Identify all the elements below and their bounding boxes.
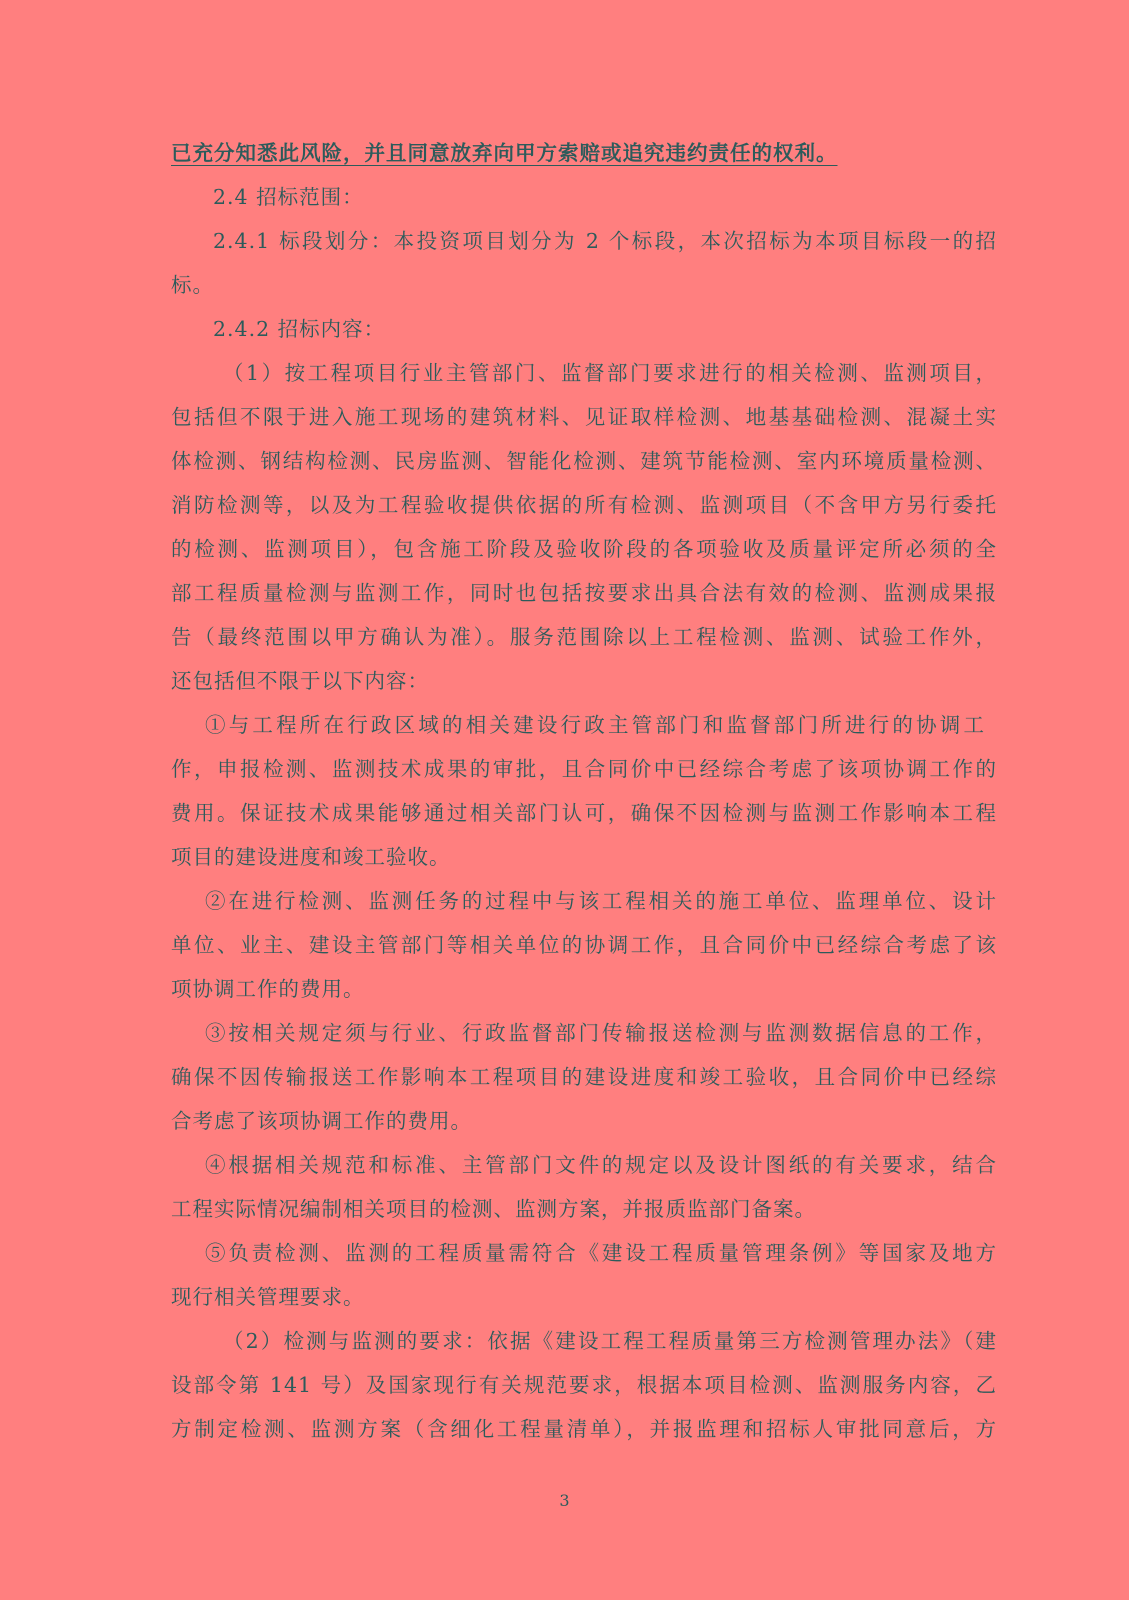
paragraph-line: ②在进行检测、监测任务的过程中与该工程相关的施工单位、监理单位、设计	[205, 889, 997, 913]
section-heading-2-4: 2.4 招标范围：	[213, 185, 364, 209]
paragraph-line: 设部令第 141 号）及国家现行有关规范要求，根据本项目检测、监测服务内容，乙	[171, 1373, 997, 1397]
paragraph-line: 部工程质量检测与监测工作，同时也包括按要求出具合法有效的检测、监测成果报	[171, 581, 997, 605]
paragraph-line: 单位、业主、建设主管部门等相关单位的协调工作，且合同价中已经综合考虑了该	[171, 933, 997, 957]
paragraph-line-waiver: 已充分知悉此风险，并且同意放弃向甲方索赔或追究违约责任的权利。	[171, 141, 838, 165]
paragraph-line: 的检测、监测项目），包含施工阶段及验收阶段的各项验收及质量评定所必须的全	[171, 537, 997, 561]
paragraph-line: （1）按工程项目行业主管部门、监督部门要求进行的相关检测、监测项目，	[223, 361, 997, 385]
paragraph-line: 合考虑了该项协调工作的费用。	[171, 1109, 472, 1133]
paragraph-line: 还包括但不限于以下内容：	[171, 669, 429, 693]
paragraph-line: 作，申报检测、监测技术成果的审批，且合同价中已经综合考虑了该项协调工作的	[171, 757, 997, 781]
paragraph-line: （2）检测与监测的要求：依据《建设工程工程质量第三方检测管理办法》（建	[223, 1329, 997, 1353]
paragraph-line: 工程实际情况编制相关项目的检测、监测方案，并报质监部门备案。	[171, 1197, 816, 1221]
paragraph-line: 费用。保证技术成果能够通过相关部门认可，确保不因检测与监测工作影响本工程	[171, 801, 997, 825]
paragraph-line: 2.4.1 标段划分：本投资项目划分为 2 个标段，本次招标为本项目标段一的招	[213, 229, 997, 253]
paragraph-line: ④根据相关规范和标准、主管部门文件的规定以及设计图纸的有关要求，结合	[205, 1153, 997, 1177]
section-heading-2-4-2: 2.4.2 招标内容：	[213, 317, 386, 341]
page-number: 3	[559, 1491, 570, 1510]
paragraph-line: 方制定检测、监测方案（含细化工程量清单），并报监理和招标人审批同意后，方	[171, 1417, 997, 1441]
paragraph-line: ①与工程所在行政区域的相关建设行政主管部门和监督部门所进行的协调工	[205, 713, 985, 737]
paragraph-line: ⑤负责检测、监测的工程质量需符合《建设工程质量管理条例》等国家及地方	[205, 1241, 997, 1265]
paragraph-line: 消防检测等，以及为工程验收提供依据的所有检测、监测项目（不含甲方另行委托	[171, 493, 997, 517]
paragraph-line: 现行相关管理要求。	[171, 1285, 365, 1309]
paragraph-line: 确保不因传输报送工作影响本工程项目的建设进度和竣工验收，且合同价中已经综	[171, 1065, 997, 1089]
paragraph-line: 项目的建设进度和竣工验收。	[171, 845, 451, 869]
paragraph-line: 体检测、钢结构检测、民房监测、智能化检测、建筑节能检测、室内环境质量检测、	[171, 449, 997, 473]
paragraph-line: 项协调工作的费用。	[171, 977, 365, 1001]
paragraph-line: 包括但不限于进入施工现场的建筑材料、见证取样检测、地基基础检测、混凝土实	[171, 405, 997, 429]
paragraph-line: 标。	[171, 273, 214, 297]
paragraph-line: ③按相关规定须与行业、行政监督部门传输报送检测与监测数据信息的工作，	[205, 1021, 997, 1045]
paragraph-line: 告（最终范围以甲方确认为准）。服务范围除以上工程检测、监测、试验工作外，	[171, 625, 997, 649]
